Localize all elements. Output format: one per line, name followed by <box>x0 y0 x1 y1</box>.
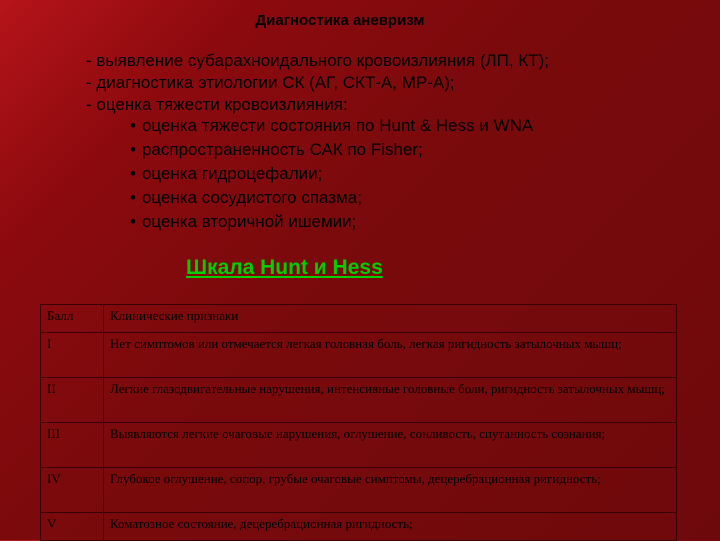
bullet-item: - диагностика этиологии СК (АГ, СКТ-А, МР-А); <box>86 73 455 92</box>
table-row <box>41 333 677 378</box>
signs-cell: Легкие глазодвигательные нарушения, интенсивные головные боли, ригидность затылочных мышц; <box>104 378 677 423</box>
table-header-row <box>41 305 677 333</box>
grade-cell: IV <box>41 468 104 513</box>
grade-cell: I <box>41 333 104 378</box>
sub-bullet-item: • оценка тяжести состояния по Hunt & Hess и WNA <box>130 114 533 138</box>
grade-cell: V <box>41 513 104 541</box>
signs-cell: Глубокое оглушение, сопор, грубые очаговые симптомы, децеребрационная ригидность; <box>104 468 677 513</box>
signs-cell: Нет симптомов или отмечается легкая головная боль, легкая ригидность затылочных мышц; <box>104 333 677 378</box>
scale-heading: Шкала Hunt и Hess <box>186 256 383 279</box>
sub-bullet-list <box>130 114 533 234</box>
grade-cell: III <box>41 423 104 468</box>
sub-bullet-item: • оценка сосудистого спазма; <box>130 186 533 210</box>
table-row <box>41 513 677 541</box>
sub-bullet-item: • оценка вторичной ишемии; <box>130 210 533 234</box>
signs-cell: Выявляются легкие очаговые нарушения, оглушение, сонливость, спутанность сознания; <box>104 423 677 468</box>
bullet-item: - выявление субарахноидального кровоизлияния (ЛП, КТ); <box>86 51 549 70</box>
hunt-hess-table <box>40 304 677 541</box>
sub-bullet-item: • оценка гидроцефалии; <box>130 162 533 186</box>
signs-cell: Коматозное состояние, децеребрационная ригидность; <box>104 513 677 541</box>
column-header-signs: Клинические признаки <box>104 305 677 333</box>
column-header-grade: Балл <box>41 305 104 333</box>
grade-cell: II <box>41 378 104 423</box>
main-bullet-list <box>86 50 549 116</box>
sub-bullet-item: • распространенность САК по Fisher; <box>130 138 533 162</box>
table-row <box>41 423 677 468</box>
bullet-item: - оценка тяжести кровоизлияния: <box>86 95 348 114</box>
table-row <box>41 468 677 513</box>
table-row <box>41 378 677 423</box>
slide-title: Диагностика аневризм <box>255 12 425 29</box>
